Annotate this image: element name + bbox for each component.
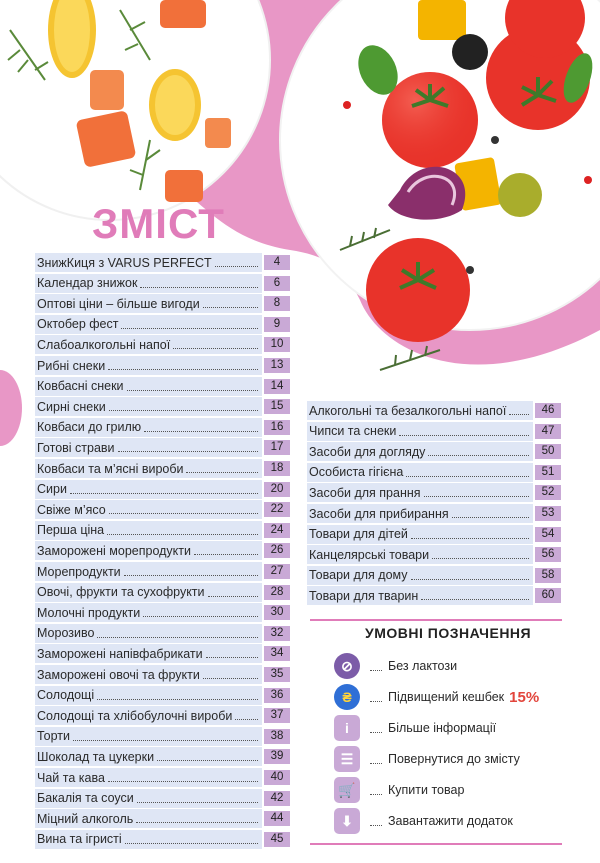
toc-leader-dots <box>118 451 258 452</box>
toc-page-number: 47 <box>535 424 561 439</box>
toc-entry[interactable] <box>35 459 292 478</box>
toc-page-number: 20 <box>264 482 290 497</box>
toc-leader-dots <box>194 554 258 555</box>
toc-leader-dots <box>203 678 258 679</box>
info-icon: i <box>334 715 360 741</box>
toc-page-number: 50 <box>535 444 561 459</box>
legend-text: Купити товар <box>388 783 465 797</box>
salmon-piece <box>90 70 124 110</box>
toc-entry[interactable] <box>35 665 292 684</box>
toc-entry[interactable] <box>307 525 563 544</box>
toc-entry[interactable] <box>35 727 292 746</box>
legend-title: УМОВНІ ПОЗНАЧЕННЯ <box>365 625 532 641</box>
toc-leader-dots <box>203 307 258 308</box>
toc-leader-dots <box>411 579 529 580</box>
tomato <box>366 238 470 342</box>
cashback-icon: ₴ <box>334 684 360 710</box>
legend-item <box>334 684 539 710</box>
toc-leader-dots <box>208 596 258 597</box>
toc-page-number: 34 <box>264 646 290 661</box>
toc-page-number: 56 <box>535 547 561 562</box>
toc-page-number: 24 <box>264 523 290 538</box>
toc-entry-label: Октобер фест <box>37 317 119 332</box>
toc-entry-label: Сири <box>37 482 67 497</box>
legend-leader-dots <box>370 701 382 702</box>
toc-entry-label: Торти <box>37 729 70 744</box>
toc-entry[interactable] <box>35 830 292 849</box>
toc-entry[interactable] <box>35 438 292 457</box>
toc-page-number: 39 <box>264 749 290 764</box>
toc-entry-label: Календар знижок <box>37 276 138 291</box>
toc-page-number: 36 <box>264 688 290 703</box>
toc-leader-dots <box>432 558 529 559</box>
toc-page-number: 38 <box>264 729 290 744</box>
legend-leader-dots <box>370 732 382 733</box>
toc-entry[interactable] <box>307 545 563 564</box>
toc-leader-dots <box>70 493 258 494</box>
edge-tab <box>0 370 22 446</box>
toc-leader-dots <box>125 843 258 844</box>
pepper-seed <box>491 136 499 144</box>
toc-page-number: 45 <box>264 832 290 847</box>
olive-black <box>452 34 488 70</box>
toc-entry[interactable] <box>35 418 292 437</box>
pepper-seed <box>584 176 592 184</box>
toc-page-number: 27 <box>264 564 290 579</box>
legend-divider-bottom <box>310 843 562 845</box>
toc-entry-label: Товари для дітей <box>309 527 408 542</box>
toc-entry[interactable] <box>35 686 292 705</box>
toc-leader-dots <box>97 699 258 700</box>
toc-page-number: 46 <box>535 403 561 418</box>
toc-entry[interactable] <box>35 624 292 643</box>
legend-item <box>334 653 457 679</box>
toc-leader-dots <box>399 435 529 436</box>
toc-entry-label: Чипси та снеки <box>309 424 397 439</box>
legend-item <box>334 808 513 834</box>
toc-entry-label: Морепродукти <box>37 564 121 579</box>
legend-leader-dots <box>370 825 382 826</box>
toc-entry[interactable] <box>35 377 292 396</box>
toc-entry[interactable] <box>35 809 292 828</box>
toc-entry-label: Оптові ціни – більше вигоди <box>37 296 200 311</box>
toc-entry[interactable] <box>307 586 563 605</box>
toc-leader-dots <box>144 431 258 432</box>
cheese-cube <box>418 0 466 40</box>
toc-entry-label: Заморожені овочі та фрукти <box>37 667 200 682</box>
toc-page-number: 60 <box>535 588 561 603</box>
toc-entry-label: Канцелярські товари <box>309 547 430 562</box>
toc-entry[interactable] <box>35 603 292 622</box>
toc-leader-dots <box>107 534 258 535</box>
toc-leader-dots <box>424 496 529 497</box>
toc-entry[interactable] <box>35 500 292 519</box>
toc-entry[interactable] <box>35 315 292 334</box>
back-to-contents-icon: ☰ <box>334 746 360 772</box>
toc-entry[interactable] <box>307 566 563 585</box>
olive-green <box>498 173 542 217</box>
no-lactose-icon: ⊘ <box>334 653 360 679</box>
toc-leader-dots <box>509 414 529 415</box>
legend-leader-dots <box>370 670 382 671</box>
page-title: ЗМІСТ <box>92 200 225 247</box>
legend-leader-dots <box>370 763 382 764</box>
cashback-percent: 15% <box>509 688 540 706</box>
toc-leader-dots <box>173 348 258 349</box>
toc-page-number: 40 <box>264 770 290 785</box>
toc-entry-label: Вина та ігристі <box>37 832 122 847</box>
download-icon: ⬇ <box>334 808 360 834</box>
toc-leader-dots <box>406 476 529 477</box>
toc-leader-dots <box>157 760 258 761</box>
toc-page-number: 44 <box>264 811 290 826</box>
toc-entry-label: Солодощі та хлібобулочні вироби <box>37 708 233 723</box>
toc-entry[interactable] <box>35 480 292 499</box>
salmon-piece <box>160 0 206 28</box>
toc-entry-highlight <box>35 480 262 499</box>
toc-entry-label: Молочні продукти <box>37 605 141 620</box>
toc-leader-dots <box>140 287 258 288</box>
toc-entry[interactable] <box>35 747 292 766</box>
toc-entry[interactable] <box>307 401 563 420</box>
toc-entry-label: Особиста гігієна <box>309 465 404 480</box>
toc-leader-dots <box>206 657 258 658</box>
toc-page-number: 10 <box>264 337 290 352</box>
legend-item <box>334 715 496 741</box>
toc-leader-dots <box>428 455 529 456</box>
toc-entry[interactable] <box>307 483 563 502</box>
toc-page-number: 18 <box>264 461 290 476</box>
toc-entry[interactable] <box>35 274 292 293</box>
toc-entry-label: Готові страви <box>37 440 115 455</box>
toc-entry-label: Заморожені морепродукти <box>37 543 191 558</box>
toc-leader-dots <box>124 575 258 576</box>
toc-entry-label: Овочі, фрукти та сухофрукти <box>37 585 205 600</box>
toc-entry-label: Засоби для догляду <box>309 444 426 459</box>
toc-leader-dots <box>121 328 258 329</box>
cart-icon: 🛒 <box>334 777 360 803</box>
toc-entry[interactable] <box>35 768 292 787</box>
toc-entry[interactable] <box>35 789 292 808</box>
toc-entry[interactable] <box>35 397 292 416</box>
toc-page-number: 54 <box>535 527 561 542</box>
toc-entry[interactable] <box>35 644 292 663</box>
toc-page-number: 15 <box>264 399 290 414</box>
legend-divider-top <box>310 619 562 621</box>
toc-leader-dots <box>235 719 258 720</box>
salmon-piece <box>165 170 203 202</box>
toc-entry-label: Бакалія та соуси <box>37 791 134 806</box>
toc-page-number: 30 <box>264 605 290 620</box>
toc-entry-label: Товари для тварин <box>309 588 419 603</box>
toc-page-number: 13 <box>264 358 290 373</box>
toc-entry-label: ЗнижКиця з VARUS PERFECT <box>37 255 212 270</box>
toc-page-number: 6 <box>264 276 290 291</box>
toc-page-number: 4 <box>264 255 290 270</box>
toc-page-number: 51 <box>535 465 561 480</box>
toc-entry[interactable] <box>307 442 563 461</box>
toc-page-number: 53 <box>535 506 561 521</box>
toc-entry[interactable] <box>35 253 292 272</box>
toc-leader-dots <box>452 517 529 518</box>
toc-leader-dots <box>108 781 258 782</box>
toc-leader-dots <box>143 616 258 617</box>
toc-page-number: 42 <box>264 791 290 806</box>
pepper-seed <box>466 266 474 274</box>
toc-page-number: 8 <box>264 296 290 311</box>
toc-leader-dots <box>109 410 258 411</box>
toc-entry-label: Ковбаси та м’ясні вироби <box>37 461 184 476</box>
toc-entry[interactable] <box>35 521 292 540</box>
legend-text: Без лактози <box>388 659 458 673</box>
toc-entry[interactable] <box>307 422 563 441</box>
toc-leader-dots <box>73 740 258 741</box>
toc-entry[interactable] <box>35 294 292 313</box>
legend-text: Більше інформації <box>388 721 497 735</box>
toc-leader-dots <box>215 266 258 267</box>
toc-entry-label: Товари для дому <box>309 568 408 583</box>
toc-page-number: 16 <box>264 420 290 435</box>
toc-entry-label: Алкогольні та безалкогольні напої <box>309 403 507 418</box>
toc-leader-dots <box>137 802 258 803</box>
toc-page-number: 37 <box>264 708 290 723</box>
toc-entry-label: Перша ціна <box>37 523 105 538</box>
toc-entry-label: Рибні снеки <box>37 358 106 373</box>
toc-leader-dots <box>411 538 529 539</box>
toc-entry[interactable] <box>35 335 292 354</box>
toc-leader-dots <box>136 822 258 823</box>
toc-entry-label: Сирні снеки <box>37 399 106 414</box>
toc-page-number: 26 <box>264 543 290 558</box>
toc-entry-label: Засоби для прибирання <box>309 506 449 521</box>
legend-text: Повернутися до змісту <box>388 752 520 766</box>
toc-entry[interactable] <box>35 356 292 375</box>
toc-entry-label: Міцний алкоголь <box>37 811 134 826</box>
toc-page-number: 35 <box>264 667 290 682</box>
toc-leader-dots <box>127 390 258 391</box>
toc-page-number: 52 <box>535 485 561 500</box>
legend-item <box>334 746 520 772</box>
toc-entry-label: Ковбасні снеки <box>37 379 124 394</box>
legend-leader-dots <box>370 794 382 795</box>
legend-text: Завантажити додаток <box>388 814 513 828</box>
legend-item <box>334 777 464 803</box>
toc-entry-label: Морозиво <box>37 626 95 641</box>
toc-page-number: 9 <box>264 317 290 332</box>
toc-entry-label: Свіже м’ясо <box>37 502 106 517</box>
toc-entry-label: Заморожені напівфабрикати <box>37 646 203 661</box>
toc-leader-dots <box>108 369 258 370</box>
salmon-piece <box>205 118 231 148</box>
toc-entry[interactable] <box>307 504 563 523</box>
toc-entry[interactable] <box>307 463 563 482</box>
toc-leader-dots <box>97 637 258 638</box>
toc-entry-label: Шоколад та цукерки <box>37 749 155 764</box>
toc-page-number: 14 <box>264 379 290 394</box>
toc-entry[interactable] <box>35 583 292 602</box>
toc-entry-label: Слабоалкогольні напої <box>37 337 171 352</box>
toc-entry-label: Засоби для прання <box>309 485 421 500</box>
toc-leader-dots <box>421 599 529 600</box>
toc-leader-dots <box>109 513 258 514</box>
toc-entry[interactable] <box>35 706 292 725</box>
toc-entry-label: Чай та кава <box>37 770 105 785</box>
toc-leader-dots <box>186 472 258 473</box>
toc-page-number: 22 <box>264 502 290 517</box>
toc-page-number: 58 <box>535 568 561 583</box>
toc-page-number: 17 <box>264 440 290 455</box>
toc-entry[interactable] <box>35 562 292 581</box>
toc-page-number: 28 <box>264 585 290 600</box>
legend-text: Підвищений кешбек <box>388 690 505 704</box>
toc-entry-label: Солодощі <box>37 688 95 703</box>
toc-entry[interactable] <box>35 541 292 560</box>
toc-entry-label: Ковбаси до грилю <box>37 420 142 435</box>
toc-page-number: 32 <box>264 626 290 641</box>
pepper-seed <box>343 101 351 109</box>
